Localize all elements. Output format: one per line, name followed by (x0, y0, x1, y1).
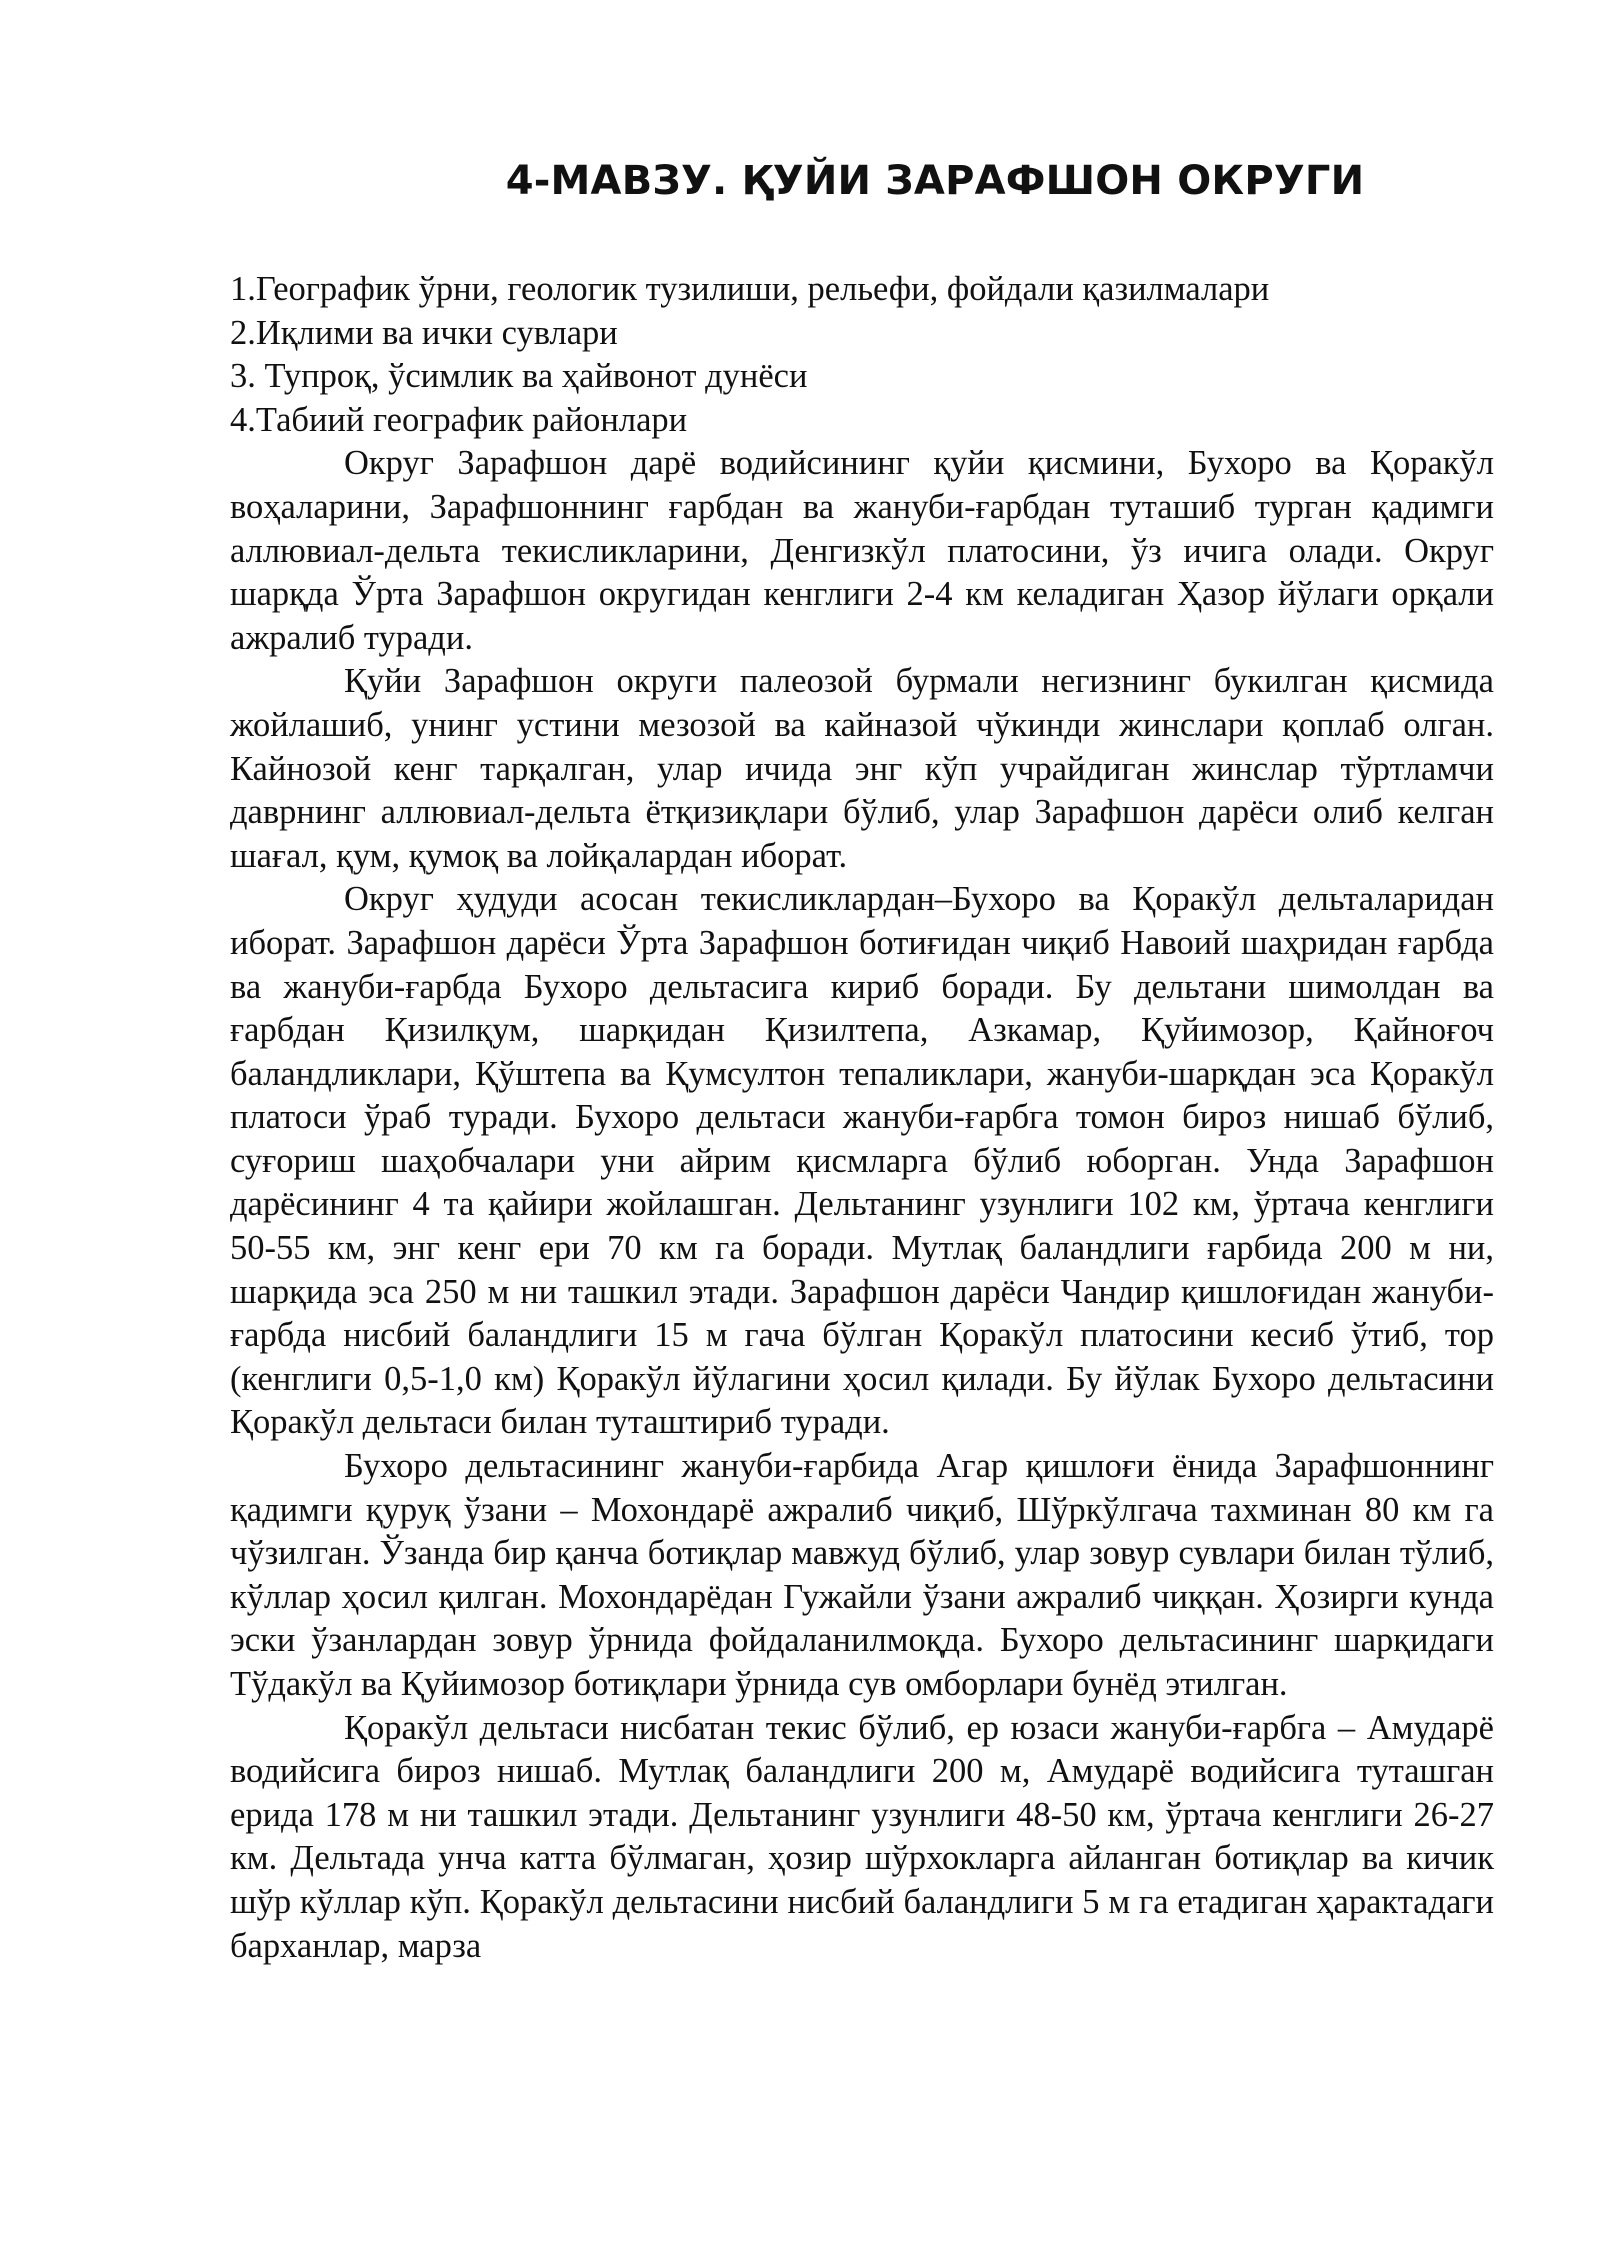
outline-item-4: 4.Табиий географик районлари (230, 400, 688, 439)
outline-item-3: 3. Тупроқ, ўсимлик ва ҳайвонот дунёси (230, 357, 808, 396)
paragraph-1: Округ Зарафшон дарё водийсининг қуйи қисмини, Бухоро ва Қоракўл воҳаларини, Зарафшоннинг ғарбдан ва жануби-ғарбдан туташиб турган қадимги аллювиал-дельта текисликларини, Денгизкўл платосини, ўз ичига олади. Округ шарқда Ўрта Зарафшон округидан кенглиги 2-4 км келадиган Ҳазор йўлаги орқали ажралиб туради. (230, 444, 1494, 657)
paragraph-4: Бухоро дельтасининг жануби-ғарбида Агар қишлоғи ёнида Зарафшоннинг қадимги қуруқ ўзани – Мохондарё ажралиб чиқиб, Шўркўлгача тахминан 80 км га чўзилган. Ўзанда бир қанча ботиқлар мавжуд бўлиб, улар зовур сувлари билан тўлиб, кўллар ҳосил қилган. Мохондарёдан Гужайли ўзани ажралиб чиққан. Ҳозирги кунда эски ўзанлардан зовур ўрнида фойдаланилмоқда. Бухоро дельтасининг шарқидаги Тўдакўл ва Қуйимозор ботиқлари ўрнида сув омборлари бунёд этилган. (230, 1447, 1494, 1703)
paragraph-5: Қоракўл дельтаси нисбатан текис бўлиб, ер юзаси жануби-ғарбга – Амударё водийсига бироз нишаб. Мутлақ баландлиги 200 м, Амударё водийсига туташган ерида 178 м ни ташкил этади. Дельтанинг узунлиги 48-50 км, ўртача кенглиги 26-27 км. Дельтада унча катта бўлмаган, ҳозир шўрхокларга айланган ботиқлар ва кичик шўр кўллар кўп. Қоракўл дельтасини нисбий баландлиги 5 м га етадиган ҳарактадаги барханлар, марза (230, 1708, 1494, 1965)
outline-item-1: 1.Географик ўрни, геологик тузилиши, рельефи, фойдали қазилмалари (230, 270, 1270, 308)
paragraph-3: Округ ҳудуди асосан текисликлардан–Бухоро ва Қоракўл дельталаридан иборат. Зарафшон дарёси Ўрта Зарафшон ботиғидан чиқиб Навоий шаҳридан ғарбда ва жануби-ғарбда Бухоро дельтасига кириб боради. Бу дельтани шимолдан ва ғарбдан Қизилқум, шарқидан Қизилтепа, Азкамар, Қуйимозор, Қайноғоч баландликлари, Қўштепа ва Қумсултон тепаликлари, жануби-шарқдан эса Қоракўл платоси ўраб туради. Бухоро дельтаси жануби-ғарбга томон бироз нишаб бўлиб, суғориш шаҳобчалари уни айрим қисмларга бўлиб юборган. Унда Зарафшон дарёсининг 4 та қайири жойлашган. Дельтанинг узунлиги 102 км, ўртача кенглиги 50-55 км, энг кенг ери 70 км га боради. Мутлақ баландлиги ғарбида 200 м ни, шарқида эса 250 м ни ташкил этади. Зарафшон дарёси Чандир қишлоғидан жануби-ғарбда нисбий баландлиги 15 м гача бўлган Қоракўл платосини кесиб ўтиб, тор (кенглиги 0,5-1,0 км) Қоракўл йўлагини ҳосил қилади. Бу йўлак Бухоро дельтасини Қоракўл дельтаси билан туташтириб туради. (230, 880, 1494, 1442)
document-body (230, 268, 1494, 1968)
outline-item-2: 2.Иқлими ва ички сувлари (230, 313, 618, 352)
paragraph-2: Қуйи Зарафшон округи палеозой бурмали негизнинг букилган қисмида жойлашиб, унинг устини мезозой ва кайназой чўкинди жинслари қоплаб олган. Кайнозой кенг тарқалган, улар ичида энг кўп учрайдиган жинслар тўртламчи даврнинг аллювиал-дельта ётқизиқлари бўлиб, улар Зарафшон дарёси олиб келган шағал, қум, қумоқ ва лойқалардан иборат. (230, 662, 1494, 875)
page-title: 4-МАВЗУ. ҚУЙИ ЗАРАФШОН ОКРУГИ (505, 158, 1365, 204)
